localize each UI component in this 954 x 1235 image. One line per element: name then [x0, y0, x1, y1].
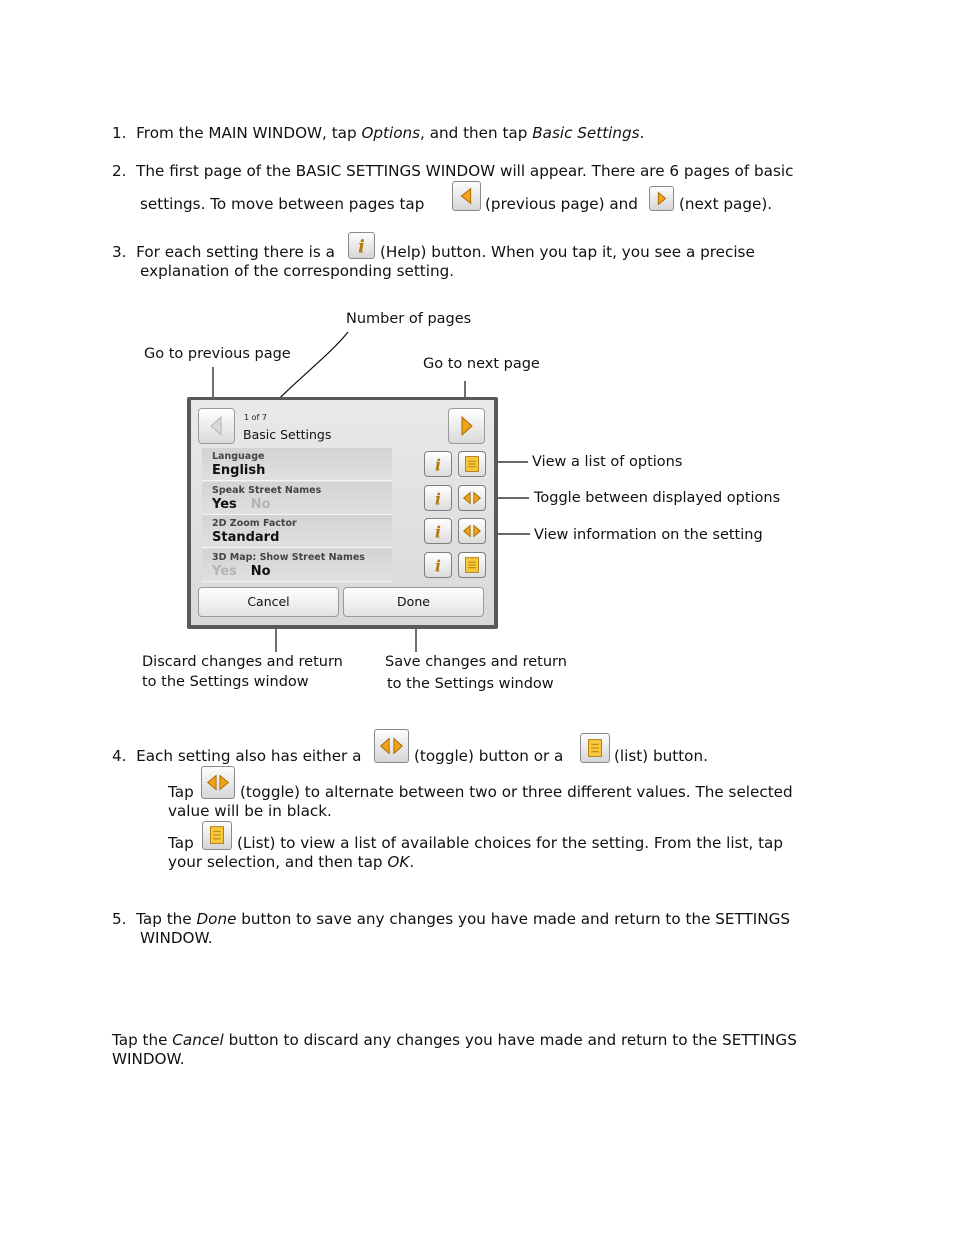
- step-text: From the MAIN WINDOW, tap: [136, 124, 362, 142]
- list-button[interactable]: [458, 451, 486, 477]
- list-icon: [202, 821, 232, 850]
- list-icon: [459, 452, 485, 476]
- step-text: (next page).: [679, 195, 773, 213]
- callout-toggle: Toggle between displayed options: [534, 490, 781, 506]
- step-4-mid: [414, 747, 563, 766]
- done-button[interactable]: Done: [343, 587, 484, 617]
- unselected-value: No: [250, 497, 271, 512]
- step-number: 4.: [112, 747, 127, 765]
- step-1: [112, 124, 644, 143]
- step-text: (List) to view a list of available choices for the setting. From the list, tap: [237, 834, 783, 852]
- help-button[interactable]: [424, 485, 452, 511]
- para-text: WINDOW.: [112, 1050, 185, 1068]
- basic-settings-screen: [191, 400, 494, 625]
- step-4: [112, 747, 361, 766]
- toggle-icon: [374, 729, 409, 763]
- unselected-value: Yes: [212, 564, 237, 579]
- callout-number-of-pages: Number of pages: [346, 311, 472, 327]
- step-text: Tap: [168, 834, 194, 852]
- step-text: The first page of the BASIC SETTINGS WINDOW will appear. There are 6 pages of basic: [136, 162, 794, 180]
- step-text: , and then tap: [420, 124, 533, 142]
- done-term: Done: [196, 910, 237, 928]
- svg-text:i: i: [358, 236, 365, 258]
- svg-text:i: i: [435, 455, 441, 475]
- basic-settings-figure: [140, 280, 796, 699]
- step-text: .: [409, 853, 415, 871]
- help-icon: [348, 232, 375, 259]
- help-icon: [425, 553, 451, 577]
- step-text: Tap the: [136, 910, 197, 928]
- help-icon: [425, 519, 451, 543]
- step-number: 3.: [112, 243, 127, 261]
- next-page-button[interactable]: [448, 408, 485, 444]
- callout-discard-2: to the Settings window: [142, 674, 309, 690]
- step-text: (Help) button. When you tap it, you see a precise: [380, 243, 755, 261]
- step-2: [112, 162, 793, 181]
- setting-value: [212, 497, 271, 512]
- toggle-icon: [459, 486, 485, 510]
- next-page-icon: [649, 186, 674, 211]
- step-number: 5.: [112, 910, 127, 928]
- page-indicator: 1 of 7: [244, 413, 267, 422]
- step-5-line-2: [140, 929, 213, 948]
- step-number: 2.: [112, 162, 127, 180]
- setting-label-box: [202, 549, 392, 582]
- step-text: .: [639, 124, 645, 142]
- setting-label-box: [202, 515, 392, 548]
- step-text: Each setting also has either a: [136, 747, 362, 765]
- setting-row-3d-map-show-street-names: [202, 549, 485, 581]
- toggle-button[interactable]: [458, 485, 486, 511]
- cancel-term: Cancel: [172, 1031, 224, 1049]
- callout-next-page: Go to next page: [423, 356, 540, 372]
- step-4-toggle-line: [168, 783, 194, 802]
- prev-page-icon: [199, 409, 234, 443]
- callout-save-2: to the Settings window: [387, 676, 554, 692]
- step-text: settings. To move between pages tap: [140, 195, 425, 213]
- callout-view-list: View a list of options: [532, 454, 683, 470]
- help-button[interactable]: [424, 518, 452, 544]
- step-4-toggle-cont: [240, 783, 793, 802]
- help-button[interactable]: [424, 552, 452, 578]
- help-icon: [425, 452, 451, 476]
- step-4-end: [614, 747, 708, 766]
- step-4-list-line: [168, 834, 194, 853]
- toggle-icon: [459, 519, 485, 543]
- step-text: value will be in black.: [168, 802, 332, 820]
- cancel-button[interactable]: Cancel: [198, 587, 339, 617]
- next-page-icon: [449, 409, 484, 443]
- list-icon: [459, 553, 485, 577]
- svg-text:i: i: [435, 556, 441, 576]
- selected-value: Standard: [212, 530, 280, 545]
- callout-discard-1: Discard changes and return: [142, 654, 343, 670]
- cancel-paragraph-line-2: [112, 1050, 185, 1069]
- toggle-button[interactable]: [458, 518, 486, 544]
- step-text: Tap: [168, 783, 194, 801]
- setting-value: [212, 530, 279, 545]
- prev-page-icon: [452, 181, 481, 211]
- setting-name: 3D Map: Show Street Names: [212, 552, 365, 563]
- previous-page-button[interactable]: [198, 408, 235, 444]
- step-5: [112, 910, 790, 929]
- step-3: [112, 243, 335, 262]
- step-text: explanation of the corresponding setting.: [140, 262, 455, 280]
- callout-save-1: Save changes and return: [385, 654, 567, 670]
- setting-value: [212, 564, 271, 579]
- list-button[interactable]: [458, 552, 486, 578]
- list-icon: [580, 733, 610, 763]
- step-text: WINDOW.: [140, 929, 213, 947]
- step-2-mid: [485, 195, 638, 214]
- svg-text:i: i: [435, 489, 441, 509]
- basic-settings-term: Basic Settings: [532, 124, 640, 142]
- step-text: your selection, and then tap: [168, 853, 388, 871]
- setting-row-language: [202, 448, 485, 480]
- step-number: 1.: [112, 124, 127, 142]
- step-text: (list) button.: [614, 747, 708, 765]
- setting-row-2d-zoom-factor: [202, 515, 485, 547]
- step-4-list-cont: [237, 834, 783, 853]
- selected-value: Yes: [212, 497, 237, 512]
- step-3-cont: [380, 243, 755, 262]
- callout-info: View information on the setting: [534, 527, 763, 543]
- help-button[interactable]: [424, 451, 452, 477]
- step-2-end: [679, 195, 772, 214]
- svg-text:i: i: [435, 522, 441, 542]
- setting-name: 2D Zoom Factor: [212, 518, 297, 529]
- screen-title: Basic Settings: [243, 427, 332, 442]
- selected-value: No: [250, 564, 271, 579]
- setting-name: Language: [212, 451, 265, 462]
- setting-name: Speak Street Names: [212, 485, 322, 496]
- cancel-paragraph: [112, 1031, 797, 1050]
- toggle-icon: [201, 766, 235, 799]
- step-3-line-2: [140, 262, 454, 281]
- selected-value: English: [212, 463, 266, 478]
- callout-previous-page: Go to previous page: [144, 346, 291, 362]
- step-text: (toggle) to alternate between two or three different values. The selected: [240, 783, 793, 801]
- step-text: (toggle) button or a: [414, 747, 564, 765]
- para-text: button to discard any changes you have made and return to the SETTINGS: [223, 1031, 797, 1049]
- para-text: Tap the: [112, 1031, 173, 1049]
- ok-term: OK: [387, 853, 410, 871]
- step-2-line-2: [140, 195, 424, 214]
- setting-label-box: [202, 482, 392, 515]
- step-4-toggle-line-2: [168, 802, 332, 821]
- step-text: (previous page) and: [485, 195, 638, 213]
- setting-label-box: [202, 448, 392, 481]
- setting-value: [212, 463, 265, 478]
- step-text: For each setting there is a: [136, 243, 335, 261]
- step-text: button to save any changes you have made and return to the SETTINGS: [236, 910, 791, 928]
- help-icon: [425, 486, 451, 510]
- options-term: Options: [361, 124, 421, 142]
- setting-row-speak-street-names: [202, 482, 485, 514]
- step-4-list-line-2: [168, 853, 414, 872]
- device-screenshot: [187, 397, 498, 629]
